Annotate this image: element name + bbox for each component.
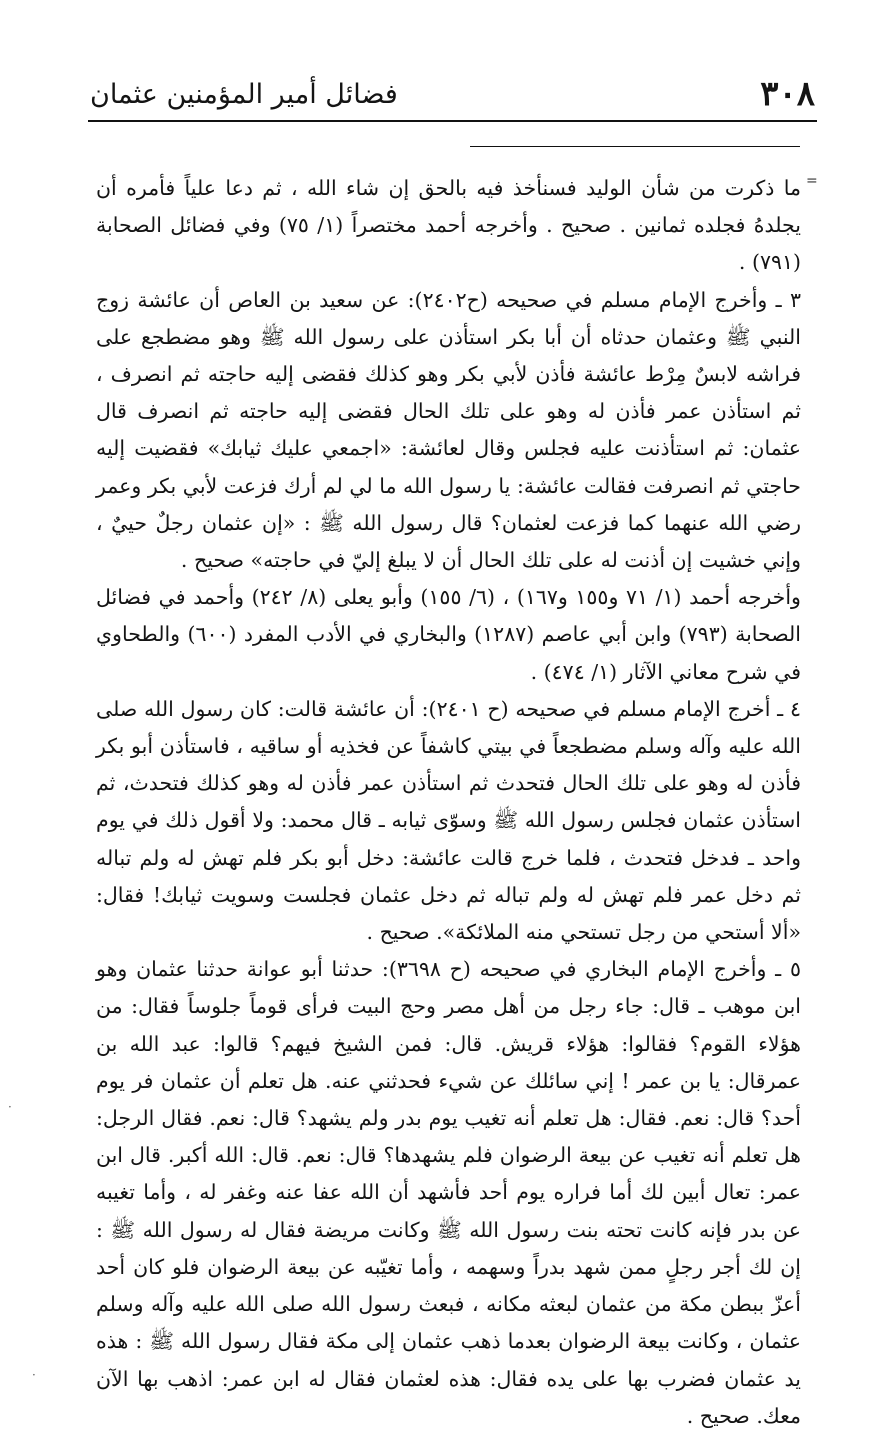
header-rule	[88, 120, 817, 122]
page-number: ٣٠٨	[760, 74, 815, 114]
footnote-separator-rule	[470, 146, 800, 147]
continuation-mark: =	[806, 173, 818, 189]
paragraph-takhrij-3: وأخرجه أحمد (١/ ٧١ و١٥٥ و١٦٧) ، (٦/ ١٥٥) وأبو يعلى (٨/ ٢٤٢) وأحمد في فضائل الصحابة (٧٩٣) وابن أبي عاصم (١٢٨٧) والبخاري في الأدب المفرد (٦٠٠) والطحاوي في شرح معاني الآثار (١/ ٤٧٤) .	[96, 585, 801, 684]
paragraph-continuation: ما ذكرت من شأن الوليد فسنأخذ فيه بالحق إن شاء الله ، ثم دعا علياً فأمره أن يجلدهُ فجلده ثمانين . صحيح . وأخرجه أحمد مختصراً (١/ ٧٥) وفي فضائل الصحابة (٧٩١) .	[96, 176, 801, 275]
running-title: فضائل أمير المؤمنين عثمان	[90, 79, 398, 110]
body-text	[96, 170, 801, 1435]
paragraph-hadith-4: ٤ ـ أخرج الإمام مسلم في صحيحه (ح ٢٤٠١): أن عائشة قالت: كان رسول الله صلى الله عليه وآله وسلم مضطجعاً في بيتي كاشفاً عن فخذيه أو ساقيه ، فاستأذن أبو بكر فأذن له وهو على تلك الحال فتحدث ثم استأذن عمر فأذن له وهو كذلك فتحدث، ثم استأذن عثمان فجلس رسول الله ﷺ وسوّى ثيابه ـ قال محمد: ولا أقول ذلك في يوم واحد ـ فدخل فتحدث ، فلما خرج قالت عائشة: دخل أبو بكر فلم تهش له ولم تباله ثم دخل عمر فلم تهش له ولم تباله ثم دخل عثمان فجلست وسويت ثيابك! فقال: «ألا أستحي من رجل تستحي منه الملائكة». صحيح .	[96, 696, 801, 945]
paragraph-hadith-3: ٣ ـ وأخرج الإمام مسلم في صحيحه (ح٢٤٠٢): عن سعيد بن العاص أن عائشة زوج النبي ﷺ وعثمان حدثاه أن أبا بكر استأذن على رسول الله ﷺ وهو مضطجع على فراشه لابسٌ مِرْط عائشة فأذن لأبي بكر وهو كذلك فقضى إليه حاجته ثم انصرف ، ثم استأذن عمر فأذن له وهو على تلك الحال فقضى إليه حاجته ثم انصرف قال عثمان: ثم استأذنت عليه فجلس وقال لعائشة: «اجمعي عليك ثيابك» فقضيت إليه حاجتي ثم انصرفت فقالت عائشة: يا رسول الله ما لي لم أرك فزعت لأبي بكر وعمر رضي الله عنهما كما فزعت لعثمان؟ قال رسول الله ﷺ : «إن عثمان رجلٌ حييٌ ، وإني خشيت إن أذنت له على تلك الحال أن لا يبلغ إليّ في حاجته» صحيح .	[96, 287, 801, 573]
paragraph-hadith-5: ٥ ـ وأخرج الإمام البخاري في صحيحه (ح ٣٦٩٨): حدثنا أبو عوانة حدثنا عثمان وهو ابن موهب ـ قال: جاء رجل من أهل مصر وحج البيت فرأى قوماً جلوساً فقال: من هؤلاء القوم؟ فقالوا: هؤلاء قريش. قال: فمن الشيخ فيهم؟ قالوا: عبد الله بن عمرقال: يا بن عمر ! إني سائلك عن شيء فحدثني عنه. هل تعلم أن عثمان فر يوم أحد؟ قال: نعم. فقال: هل تعلم أنه تغيب يوم بدر ولم يشهد؟ قال: نعم. فقال الرجل: هل تعلم أنه تغيب عن بيعة الرضوان فلم يشهدها؟ قال: نعم. قال: الله أكبر. قال ابن عمر: تعال أبين لك أما فراره يوم أحد فأشهد أن الله عفا عنه وغفر له ، وأما تغيبه عن بدر فإنه كانت تحته بنت رسول الله ﷺ وكانت مريضة فقال له رسول الله ﷺ : إن لك أجر رجلٍ ممن شهد بدراً وسهمه ، وأما تغيّبه عن بيعة الرضوان فلو كان أحد أعزّ ببطن مكة من عثمان لبعثه مكانه ، فبعث رسول الله صلى الله عليه وآله وسلم عثمان ، وكانت بيعة الرضوان بعدما ذهب عثمان إلى مكة فقال رسول الله ﷺ : هذه يد عثمان فضرب بها على يده فقال: هذه لعثمان فقال له ابن عمر: اذهب بها الآن معك. صحيح .	[96, 957, 801, 1428]
scan-speck: ·	[8, 1100, 12, 1114]
scan-speck: ·	[32, 1368, 36, 1382]
page-header	[90, 68, 815, 116]
